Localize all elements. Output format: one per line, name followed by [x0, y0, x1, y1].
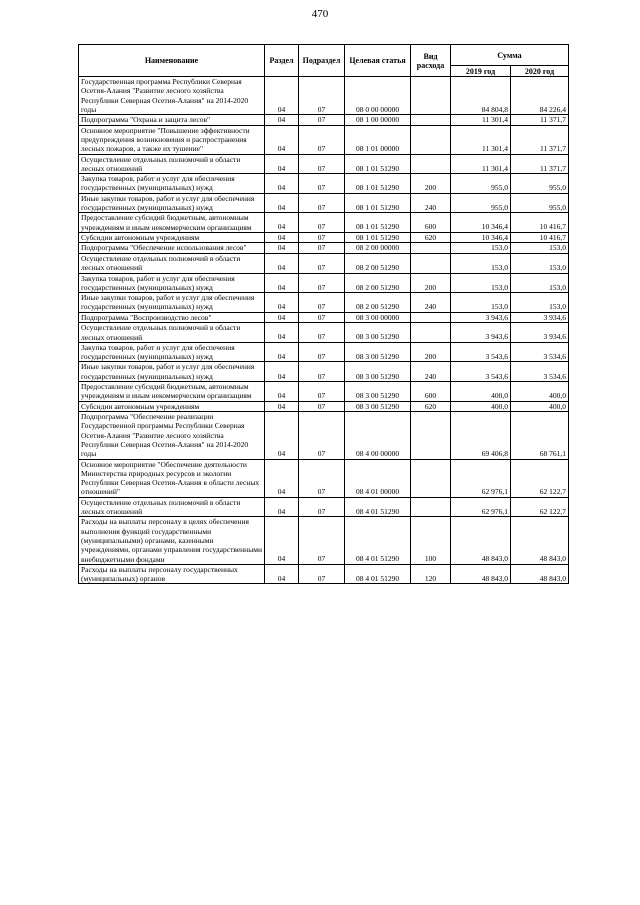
- row-target: 08 1 01 51290: [345, 213, 411, 233]
- row-section: 04: [265, 243, 299, 254]
- row-section: 04: [265, 273, 299, 293]
- row-name: Субсидии автономным учреждениям: [79, 232, 265, 243]
- row-sum-2019: 955,0: [451, 174, 511, 194]
- table-row: [79, 273, 569, 293]
- row-name: Подпрограмма "Обеспечение реализации Государственной программы Республики Северная Осетия-Алания "Развитие лесного хозяйства Республики Северная Осетия-Алания" на 2014-2020 годы: [79, 412, 265, 459]
- row-name: Закупка товаров, работ и услуг для обеспечения государственных (муниципальных) нужд: [79, 273, 265, 293]
- row-subsection: 07: [299, 459, 345, 497]
- row-sum-2020: 84 226,4: [511, 77, 569, 115]
- row-sum-2019: 153,0: [451, 273, 511, 293]
- row-sum-2019: 955,0: [451, 193, 511, 213]
- row-sum-2020: 11 371,7: [511, 154, 569, 174]
- row-sum-2019: 62 976,1: [451, 459, 511, 497]
- row-name: Расходы на выплаты персоналу государственных (муниципальных) органов: [79, 564, 265, 584]
- row-subsection: 07: [299, 323, 345, 343]
- row-name: Государственная программа Республики Северная Осетия-Алания "Развитие лесного хозяйства Республики Северная Осетия-Алания" на 2014-2020 годы: [79, 77, 265, 115]
- row-section: 04: [265, 517, 299, 564]
- row-expense-type: 240: [411, 293, 451, 313]
- row-subsection: 07: [299, 564, 345, 584]
- row-name: Осуществление отдельных полномочий в области лесных отношений: [79, 154, 265, 174]
- row-section: 04: [265, 193, 299, 213]
- row-section: 04: [265, 564, 299, 584]
- row-expense-type: 600: [411, 213, 451, 233]
- table-row: [79, 154, 569, 174]
- row-sum-2019: 400,0: [451, 401, 511, 412]
- row-section: 04: [265, 459, 299, 497]
- row-name: Иные закупки товаров, работ и услуг для обеспечения государственных (муниципальных) нужд: [79, 293, 265, 313]
- row-sum-2020: 10 416,7: [511, 213, 569, 233]
- row-target: 08 3 00 51290: [345, 323, 411, 343]
- row-target: 08 4 01 51290: [345, 517, 411, 564]
- row-sum-2020: 10 416,7: [511, 232, 569, 243]
- row-sum-2019: 153,0: [451, 293, 511, 313]
- row-expense-type: [411, 312, 451, 323]
- row-section: 04: [265, 154, 299, 174]
- table-row: [79, 115, 569, 126]
- row-sum-2019: 153,0: [451, 243, 511, 254]
- row-sum-2020: 48 843,0: [511, 517, 569, 564]
- row-sum-2020: 11 371,7: [511, 115, 569, 126]
- row-sum-2020: 153,0: [511, 293, 569, 313]
- row-expense-type: [411, 497, 451, 517]
- row-name: Подпрограмма "Охрана и защита лесов": [79, 115, 265, 126]
- row-sum-2019: 3 943,6: [451, 312, 511, 323]
- table-row: [79, 293, 569, 313]
- row-subsection: 07: [299, 342, 345, 362]
- table-row: [79, 253, 569, 273]
- table-row: [79, 382, 569, 402]
- row-sum-2019: 153,0: [451, 253, 511, 273]
- row-section: 04: [265, 253, 299, 273]
- row-target: 08 1 01 00000: [345, 125, 411, 154]
- row-section: 04: [265, 323, 299, 343]
- row-expense-type: [411, 115, 451, 126]
- row-subsection: 07: [299, 382, 345, 402]
- row-subsection: 07: [299, 77, 345, 115]
- table-row: [79, 564, 569, 584]
- header-subsection: Подраздел: [299, 45, 345, 77]
- row-expense-type: 620: [411, 401, 451, 412]
- header-name: Наименование: [79, 45, 265, 77]
- row-expense-type: 600: [411, 382, 451, 402]
- header-2019: 2019 год: [451, 66, 511, 77]
- row-target: 08 1 01 51290: [345, 193, 411, 213]
- row-subsection: 07: [299, 154, 345, 174]
- row-expense-type: 200: [411, 174, 451, 194]
- table-row: [79, 517, 569, 564]
- row-expense-type: 240: [411, 193, 451, 213]
- row-target: 08 2 00 51290: [345, 293, 411, 313]
- table-row: [79, 174, 569, 194]
- row-sum-2019: 3 543,6: [451, 362, 511, 382]
- row-sum-2020: 153,0: [511, 243, 569, 254]
- row-subsection: 07: [299, 497, 345, 517]
- row-section: 04: [265, 497, 299, 517]
- table-row: [79, 323, 569, 343]
- row-sum-2019: 84 804,8: [451, 77, 511, 115]
- row-expense-type: 100: [411, 517, 451, 564]
- row-subsection: 07: [299, 125, 345, 154]
- row-name: Подпрограмма "Воспроизводство лесов": [79, 312, 265, 323]
- row-subsection: 07: [299, 293, 345, 313]
- page-number: 470: [311, 8, 329, 20]
- row-sum-2019: 10 346,4: [451, 213, 511, 233]
- row-section: 04: [265, 382, 299, 402]
- table-row: [79, 243, 569, 254]
- row-target: 08 1 01 51290: [345, 174, 411, 194]
- row-section: 04: [265, 77, 299, 115]
- row-expense-type: 200: [411, 342, 451, 362]
- row-target: 08 1 00 00000: [345, 115, 411, 126]
- row-target: 08 3 00 51290: [345, 342, 411, 362]
- row-subsection: 07: [299, 232, 345, 243]
- row-sum-2020: 3 534,6: [511, 342, 569, 362]
- row-name: Предоставление субсидий бюджетным, автономным учреждениям и иным некоммерческим организациям: [79, 382, 265, 402]
- row-target: 08 3 00 51290: [345, 382, 411, 402]
- row-expense-type: 120: [411, 564, 451, 584]
- row-target: 08 2 00 51290: [345, 273, 411, 293]
- row-target: 08 3 00 51290: [345, 362, 411, 382]
- table-row: [79, 232, 569, 243]
- row-name: Осуществление отдельных полномочий в области лесных отношений: [79, 497, 265, 517]
- row-target: 08 2 00 51290: [345, 253, 411, 273]
- row-sum-2019: 10 346,4: [451, 232, 511, 243]
- row-expense-type: [411, 154, 451, 174]
- row-section: 04: [265, 213, 299, 233]
- table-row: [79, 362, 569, 382]
- row-sum-2020: 955,0: [511, 174, 569, 194]
- table-row: [79, 401, 569, 412]
- row-sum-2019: 400,0: [451, 382, 511, 402]
- row-sum-2019: 48 843,0: [451, 564, 511, 584]
- row-subsection: 07: [299, 253, 345, 273]
- row-target: 08 2 00 00000: [345, 243, 411, 254]
- row-subsection: 07: [299, 412, 345, 459]
- table-row: [79, 497, 569, 517]
- row-sum-2020: 62 122,7: [511, 459, 569, 497]
- row-expense-type: [411, 253, 451, 273]
- row-section: 04: [265, 115, 299, 126]
- table-row: [79, 312, 569, 323]
- row-subsection: 07: [299, 401, 345, 412]
- row-name: Основное мероприятие "Обеспечение деятельности Министерства природных ресурсов и экологии Республики Северная Осетия-Алания в области лесных отношений": [79, 459, 265, 497]
- row-subsection: 07: [299, 362, 345, 382]
- row-name: Закупка товаров, работ и услуг для обеспечения государственных (муниципальных) нужд: [79, 174, 265, 194]
- row-section: 04: [265, 362, 299, 382]
- row-name: Иные закупки товаров, работ и услуг для обеспечения государственных (муниципальных) нужд: [79, 362, 265, 382]
- row-expense-type: [411, 77, 451, 115]
- row-section: 04: [265, 125, 299, 154]
- row-expense-type: [411, 323, 451, 343]
- row-expense-type: [411, 125, 451, 154]
- table-row: [79, 459, 569, 497]
- row-target: 08 3 00 00000: [345, 312, 411, 323]
- row-name: Основное мероприятие "Повышение эффективности предупреждения возникновения и распространения лесных пожаров, а также их тушение": [79, 125, 265, 154]
- row-sum-2020: 153,0: [511, 253, 569, 273]
- row-sum-2019: 11 301,4: [451, 154, 511, 174]
- table-row: [79, 342, 569, 362]
- table-row: [79, 213, 569, 233]
- row-section: 04: [265, 293, 299, 313]
- row-sum-2019: 3 943,6: [451, 323, 511, 343]
- row-subsection: 07: [299, 213, 345, 233]
- header-2020: 2020 год: [511, 66, 569, 77]
- row-sum-2019: 3 543,6: [451, 342, 511, 362]
- row-section: 04: [265, 412, 299, 459]
- row-sum-2019: 48 843,0: [451, 517, 511, 564]
- row-target: 08 3 00 51290: [345, 401, 411, 412]
- header-sum: Сумма: [451, 45, 569, 66]
- row-sum-2020: 400,0: [511, 382, 569, 402]
- row-target: 08 4 01 00000: [345, 459, 411, 497]
- row-target: 08 1 01 51290: [345, 232, 411, 243]
- row-subsection: 07: [299, 115, 345, 126]
- row-target: 08 4 01 51290: [345, 497, 411, 517]
- row-subsection: 07: [299, 243, 345, 254]
- row-subsection: 07: [299, 174, 345, 194]
- row-target: 08 0 00 00000: [345, 77, 411, 115]
- row-name: Иные закупки товаров, работ и услуг для обеспечения государственных (муниципальных) нужд: [79, 193, 265, 213]
- header-section: Раздел: [265, 45, 299, 77]
- row-subsection: 07: [299, 517, 345, 564]
- header-target: Целевая статья: [345, 45, 411, 77]
- row-target: 08 4 00 00000: [345, 412, 411, 459]
- table-row: [79, 77, 569, 115]
- row-sum-2020: 955,0: [511, 193, 569, 213]
- row-sum-2020: 153,0: [511, 273, 569, 293]
- row-expense-type: 240: [411, 362, 451, 382]
- row-sum-2020: 48 843,0: [511, 564, 569, 584]
- row-sum-2019: 11 301,4: [451, 115, 511, 126]
- budget-table: [78, 44, 569, 584]
- row-expense-type: 620: [411, 232, 451, 243]
- table-body: [79, 77, 569, 584]
- table-row: [79, 193, 569, 213]
- row-name: Предоставление субсидий бюджетным, автономным учреждениям и иным некоммерческим организациям: [79, 213, 265, 233]
- row-name: Осуществление отдельных полномочий в области лесных отношений: [79, 253, 265, 273]
- row-target: 08 1 01 51290: [345, 154, 411, 174]
- table-row: [79, 125, 569, 154]
- row-section: 04: [265, 401, 299, 412]
- row-section: 04: [265, 342, 299, 362]
- row-sum-2019: 11 301,4: [451, 125, 511, 154]
- row-section: 04: [265, 232, 299, 243]
- row-name: Осуществление отдельных полномочий в области лесных отношений: [79, 323, 265, 343]
- row-sum-2019: 69 406,8: [451, 412, 511, 459]
- row-name: Расходы на выплаты персоналу в целях обеспечения выполнения функций государственными (муниципальными) органами, казенными учреждениями, органами управления государственными внебюджетными фондами: [79, 517, 265, 564]
- row-sum-2020: 11 371,7: [511, 125, 569, 154]
- table-row: [79, 412, 569, 459]
- row-subsection: 07: [299, 312, 345, 323]
- row-expense-type: [411, 412, 451, 459]
- row-subsection: 07: [299, 273, 345, 293]
- row-expense-type: 200: [411, 273, 451, 293]
- row-target: 08 4 01 51290: [345, 564, 411, 584]
- row-sum-2020: 3 934,6: [511, 323, 569, 343]
- row-section: 04: [265, 312, 299, 323]
- row-name: Субсидии автономным учреждениям: [79, 401, 265, 412]
- row-sum-2020: 400,0: [511, 401, 569, 412]
- row-sum-2020: 3 934,6: [511, 312, 569, 323]
- row-expense-type: [411, 459, 451, 497]
- row-name: Закупка товаров, работ и услуг для обеспечения государственных (муниципальных) нужд: [79, 342, 265, 362]
- row-name: Подпрограмма "Обеспечение использования лесов": [79, 243, 265, 254]
- row-expense-type: [411, 243, 451, 254]
- row-section: 04: [265, 174, 299, 194]
- row-sum-2020: 3 534,6: [511, 362, 569, 382]
- header-expense-type: Вид расхода: [411, 45, 451, 77]
- row-sum-2020: 68 761,1: [511, 412, 569, 459]
- row-sum-2020: 62 122,7: [511, 497, 569, 517]
- row-subsection: 07: [299, 193, 345, 213]
- row-sum-2019: 62 976,1: [451, 497, 511, 517]
